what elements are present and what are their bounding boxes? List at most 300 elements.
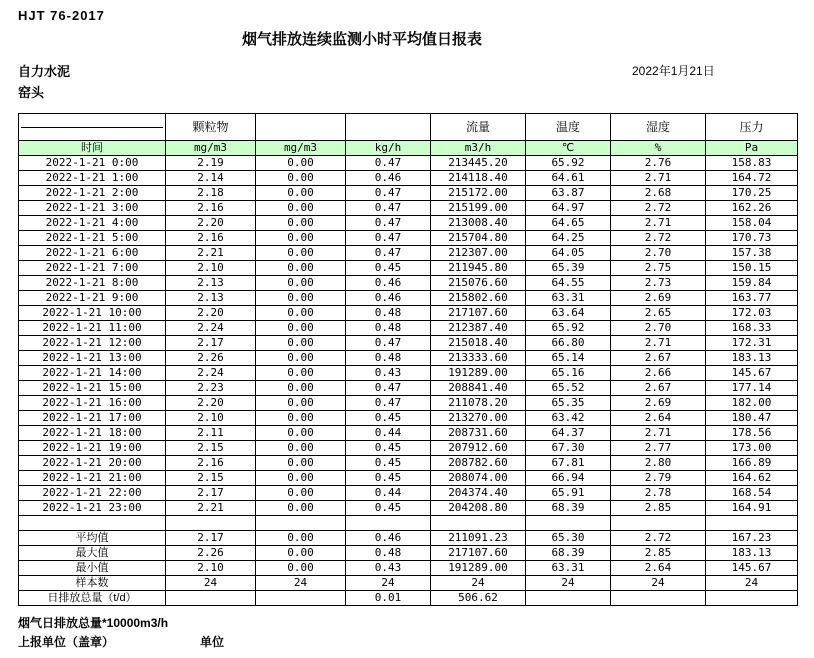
value-cell: 2.69 <box>611 396 706 411</box>
value-cell: 24 <box>526 576 611 591</box>
unit-header-row <box>19 141 798 156</box>
value-cell: 208841.40 <box>431 381 526 396</box>
value-cell: 215802.60 <box>431 291 526 306</box>
value-cell: 24 <box>256 576 346 591</box>
split-top-cell <box>21 114 163 128</box>
empty-cell <box>19 516 166 531</box>
unit-cell: mg/m3 <box>166 141 256 156</box>
time-cell: 2022-1-21 20:00 <box>19 456 166 471</box>
value-cell: 2.68 <box>611 186 706 201</box>
summary-label: 日排放总量（t/d） <box>19 591 166 606</box>
value-cell: 0.47 <box>346 186 431 201</box>
value-cell: 215076.60 <box>431 276 526 291</box>
time-cell: 2022-1-21 21:00 <box>19 471 166 486</box>
value-cell: 2.72 <box>611 201 706 216</box>
value-cell: 0.00 <box>256 411 346 426</box>
value-cell: 64.25 <box>526 231 611 246</box>
value-cell: 2.73 <box>611 276 706 291</box>
value-cell: 150.15 <box>706 261 798 276</box>
value-cell: 145.67 <box>706 561 798 576</box>
time-cell: 2022-1-21 22:00 <box>19 486 166 501</box>
table-row <box>19 186 798 201</box>
value-cell: 2.80 <box>611 456 706 471</box>
value-cell: 163.77 <box>706 291 798 306</box>
value-cell: 208074.00 <box>431 471 526 486</box>
value-cell: 0.00 <box>256 336 346 351</box>
value-cell: 0.44 <box>346 486 431 501</box>
value-cell: 2.70 <box>611 321 706 336</box>
time-cell: 2022-1-21 2:00 <box>19 186 166 201</box>
value-cell: 0.45 <box>346 411 431 426</box>
summary-row <box>19 591 798 606</box>
table-row <box>19 396 798 411</box>
value-cell: 2.20 <box>166 216 256 231</box>
value-cell: 0.43 <box>346 561 431 576</box>
value-cell: 213270.00 <box>431 411 526 426</box>
value-cell: 2.85 <box>611 501 706 516</box>
time-cell: 2022-1-21 14:00 <box>19 366 166 381</box>
value-cell: 68.39 <box>526 501 611 516</box>
time-cell: 2022-1-21 1:00 <box>19 171 166 186</box>
value-cell: 0.46 <box>346 171 431 186</box>
value-cell: 217107.60 <box>431 306 526 321</box>
value-cell: 172.31 <box>706 336 798 351</box>
value-cell: 0.00 <box>256 381 346 396</box>
value-cell: 2.21 <box>166 501 256 516</box>
unit-cell: Pa <box>706 141 798 156</box>
unit-label: 单位 <box>200 635 225 649</box>
table-row <box>19 426 798 441</box>
value-cell: 0.45 <box>346 501 431 516</box>
time-cell: 2022-1-21 13:00 <box>19 351 166 366</box>
value-cell: 2.13 <box>166 276 256 291</box>
value-cell: 2.15 <box>166 471 256 486</box>
reporting-unit-label: 上报单位（盖章） <box>18 635 115 649</box>
table-row <box>19 321 798 336</box>
time-cell: 2022-1-21 18:00 <box>19 426 166 441</box>
value-cell <box>611 516 706 531</box>
value-cell: 0.45 <box>346 471 431 486</box>
time-cell: 2022-1-21 16:00 <box>19 396 166 411</box>
value-cell: 0.47 <box>346 396 431 411</box>
summary-row <box>19 546 798 561</box>
value-cell <box>256 516 346 531</box>
value-cell: 0.00 <box>256 471 346 486</box>
value-cell: 0.48 <box>346 306 431 321</box>
value-cell: 0.00 <box>256 201 346 216</box>
value-cell: 65.92 <box>526 321 611 336</box>
value-cell: 2.72 <box>611 231 706 246</box>
value-cell: 212307.00 <box>431 246 526 261</box>
value-cell: 0.00 <box>256 456 346 471</box>
value-cell: 173.00 <box>706 441 798 456</box>
value-cell: 178.56 <box>706 426 798 441</box>
value-cell: 2.15 <box>166 441 256 456</box>
value-cell <box>346 516 431 531</box>
table-row <box>19 471 798 486</box>
time-cell: 2022-1-21 0:00 <box>19 156 166 171</box>
value-cell: 0.00 <box>256 246 346 261</box>
summary-label: 最小值 <box>19 561 166 576</box>
value-cell: 164.72 <box>706 171 798 186</box>
col-header-flow: 流量 <box>431 114 526 141</box>
value-cell: 0.47 <box>346 381 431 396</box>
value-cell: 2.64 <box>611 561 706 576</box>
value-cell: 2.26 <box>166 546 256 561</box>
value-cell: 0.45 <box>346 456 431 471</box>
value-cell: 64.55 <box>526 276 611 291</box>
value-cell: 162.26 <box>706 201 798 216</box>
value-cell: 2.10 <box>166 261 256 276</box>
value-cell: 67.30 <box>526 441 611 456</box>
time-cell: 2022-1-21 17:00 <box>19 411 166 426</box>
value-cell: 2.69 <box>611 291 706 306</box>
value-cell: 2.75 <box>611 261 706 276</box>
value-cell: 0.43 <box>346 366 431 381</box>
value-cell: 0.45 <box>346 261 431 276</box>
value-cell: 2.16 <box>166 231 256 246</box>
value-cell: 166.89 <box>706 456 798 471</box>
value-cell: 0.00 <box>256 321 346 336</box>
value-cell: 158.83 <box>706 156 798 171</box>
value-cell: 191289.00 <box>431 366 526 381</box>
value-cell: 2.72 <box>611 531 706 546</box>
table-row <box>19 231 798 246</box>
value-cell: 2.64 <box>611 411 706 426</box>
value-cell: 0.47 <box>346 231 431 246</box>
table-row <box>19 171 798 186</box>
time-cell: 2022-1-21 6:00 <box>19 246 166 261</box>
value-cell: 180.47 <box>706 411 798 426</box>
value-cell: 208731.60 <box>431 426 526 441</box>
value-cell: 2.23 <box>166 381 256 396</box>
value-cell: 0.00 <box>256 561 346 576</box>
footer-note: 烟气日排放总量*10000m3/h <box>18 616 169 630</box>
report-date: 2022年1月21日 <box>632 64 715 78</box>
value-cell: 68.39 <box>526 546 611 561</box>
value-cell: 172.03 <box>706 306 798 321</box>
value-cell: 0.00 <box>256 366 346 381</box>
value-cell: 170.73 <box>706 231 798 246</box>
value-cell: 183.13 <box>706 351 798 366</box>
table-row <box>19 411 798 426</box>
value-cell: 213008.40 <box>431 216 526 231</box>
value-cell: 0.00 <box>256 546 346 561</box>
value-cell: 0.00 <box>256 231 346 246</box>
value-cell: 65.92 <box>526 156 611 171</box>
value-cell: 65.91 <box>526 486 611 501</box>
value-cell: 0.00 <box>256 156 346 171</box>
value-cell <box>256 591 346 606</box>
value-cell: 159.84 <box>706 276 798 291</box>
value-cell: 0.47 <box>346 201 431 216</box>
value-cell: 213333.60 <box>431 351 526 366</box>
value-cell: 2.78 <box>611 486 706 501</box>
value-cell: 24 <box>166 576 256 591</box>
value-cell: 0.46 <box>346 531 431 546</box>
value-cell: 64.65 <box>526 216 611 231</box>
data-rows <box>19 156 798 606</box>
value-cell: 24 <box>431 576 526 591</box>
value-cell: 63.42 <box>526 411 611 426</box>
table-row <box>19 336 798 351</box>
value-cell: 158.04 <box>706 216 798 231</box>
value-cell: 0.00 <box>256 441 346 456</box>
value-cell: 214118.40 <box>431 171 526 186</box>
value-cell: 64.05 <box>526 246 611 261</box>
value-cell: 0.47 <box>346 336 431 351</box>
value-cell: 211091.23 <box>431 531 526 546</box>
value-cell: 183.13 <box>706 546 798 561</box>
value-cell: 0.00 <box>256 486 346 501</box>
group-header-row <box>19 114 798 141</box>
value-cell: 2.20 <box>166 306 256 321</box>
value-cell: 0.00 <box>256 426 346 441</box>
value-cell: 0.00 <box>256 186 346 201</box>
value-cell: 177.14 <box>706 381 798 396</box>
table-row <box>19 201 798 216</box>
value-cell: 215199.00 <box>431 201 526 216</box>
value-cell: 211945.80 <box>431 261 526 276</box>
value-cell: 2.70 <box>611 246 706 261</box>
time-cell: 2022-1-21 19:00 <box>19 441 166 456</box>
value-cell: 2.21 <box>166 246 256 261</box>
table-row <box>19 456 798 471</box>
value-cell: 0.48 <box>346 321 431 336</box>
unit-cell: m3/h <box>431 141 526 156</box>
value-cell <box>706 516 798 531</box>
value-cell: 217107.60 <box>431 546 526 561</box>
table-row <box>19 441 798 456</box>
value-cell: 168.33 <box>706 321 798 336</box>
separator-row <box>19 516 798 531</box>
value-cell: 2.20 <box>166 396 256 411</box>
value-cell: 215018.40 <box>431 336 526 351</box>
value-cell: 0.00 <box>256 306 346 321</box>
split-bottom-cell <box>21 128 163 140</box>
value-cell: 65.35 <box>526 396 611 411</box>
value-cell: 63.31 <box>526 291 611 306</box>
value-cell: 2.76 <box>611 156 706 171</box>
value-cell: 207912.60 <box>431 441 526 456</box>
station-name: 窑头 <box>18 85 45 100</box>
value-cell: 66.94 <box>526 471 611 486</box>
value-cell: 65.14 <box>526 351 611 366</box>
value-cell <box>706 591 798 606</box>
value-cell: 2.67 <box>611 381 706 396</box>
value-cell: 204208.80 <box>431 501 526 516</box>
time-cell: 2022-1-21 23:00 <box>19 501 166 516</box>
value-cell: 167.23 <box>706 531 798 546</box>
value-cell: 0.48 <box>346 351 431 366</box>
summary-label: 平均值 <box>19 531 166 546</box>
value-cell: 0.48 <box>346 546 431 561</box>
value-cell <box>526 516 611 531</box>
table-row <box>19 366 798 381</box>
value-cell: 2.71 <box>611 426 706 441</box>
company-name: 自力水泥 <box>18 64 71 79</box>
value-cell: 2.79 <box>611 471 706 486</box>
table-row <box>19 486 798 501</box>
value-cell: 2.11 <box>166 426 256 441</box>
time-cell: 2022-1-21 7:00 <box>19 261 166 276</box>
time-cell: 2022-1-21 11:00 <box>19 321 166 336</box>
time-cell: 2022-1-21 4:00 <box>19 216 166 231</box>
summary-label: 最大值 <box>19 546 166 561</box>
value-cell: 2.17 <box>166 531 256 546</box>
value-cell: 2.66 <box>611 366 706 381</box>
time-cell: 2022-1-21 12:00 <box>19 336 166 351</box>
value-cell <box>611 591 706 606</box>
value-cell: 0.00 <box>256 216 346 231</box>
value-cell: 67.81 <box>526 456 611 471</box>
report-table <box>18 113 798 606</box>
value-cell: 0.47 <box>346 216 431 231</box>
value-cell <box>431 516 526 531</box>
value-cell: 0.44 <box>346 426 431 441</box>
value-cell: 64.37 <box>526 426 611 441</box>
col-header-blank-2 <box>346 114 431 141</box>
value-cell: 2.24 <box>166 321 256 336</box>
value-cell: 0.00 <box>256 351 346 366</box>
value-cell: 182.00 <box>706 396 798 411</box>
value-cell: 64.97 <box>526 201 611 216</box>
value-cell: 65.52 <box>526 381 611 396</box>
value-cell: 63.31 <box>526 561 611 576</box>
value-cell: 2.14 <box>166 171 256 186</box>
value-cell: 0.47 <box>346 246 431 261</box>
table-row <box>19 246 798 261</box>
value-cell <box>166 591 256 606</box>
table-row <box>19 306 798 321</box>
value-cell: 213445.20 <box>431 156 526 171</box>
value-cell: 66.80 <box>526 336 611 351</box>
value-cell: 2.18 <box>166 186 256 201</box>
value-cell: 145.67 <box>706 366 798 381</box>
value-cell: 24 <box>346 576 431 591</box>
time-column-label: 时间 <box>19 141 166 156</box>
value-cell: 0.46 <box>346 276 431 291</box>
value-cell: 24 <box>611 576 706 591</box>
value-cell: 0.46 <box>346 291 431 306</box>
value-cell: 24 <box>706 576 798 591</box>
table-row <box>19 261 798 276</box>
unit-cell: mg/m3 <box>256 141 346 156</box>
col-header-temperature: 温度 <box>526 114 611 141</box>
time-cell: 2022-1-21 3:00 <box>19 201 166 216</box>
value-cell: 65.30 <box>526 531 611 546</box>
value-cell: 2.16 <box>166 456 256 471</box>
value-cell: 2.71 <box>611 171 706 186</box>
col-header-humidity: 湿度 <box>611 114 706 141</box>
value-cell: 0.01 <box>346 591 431 606</box>
unit-cell: ℃ <box>526 141 611 156</box>
value-cell: 208782.60 <box>431 456 526 471</box>
value-cell: 2.67 <box>611 351 706 366</box>
time-cell: 2022-1-21 5:00 <box>19 231 166 246</box>
table-row <box>19 351 798 366</box>
time-cell: 2022-1-21 10:00 <box>19 306 166 321</box>
time-header-split-cell <box>19 114 166 141</box>
value-cell: 2.26 <box>166 351 256 366</box>
value-cell: 168.54 <box>706 486 798 501</box>
table-row <box>19 291 798 306</box>
value-cell: 2.65 <box>611 306 706 321</box>
value-cell <box>526 591 611 606</box>
col-header-blank-1 <box>256 114 346 141</box>
value-cell: 2.10 <box>166 561 256 576</box>
value-cell: 63.64 <box>526 306 611 321</box>
value-cell: 2.17 <box>166 486 256 501</box>
value-cell: 212387.40 <box>431 321 526 336</box>
value-cell: 2.24 <box>166 366 256 381</box>
value-cell: 64.61 <box>526 171 611 186</box>
col-header-pressure: 压力 <box>706 114 798 141</box>
value-cell: 211078.20 <box>431 396 526 411</box>
value-cell: 2.71 <box>611 216 706 231</box>
value-cell: 65.39 <box>526 261 611 276</box>
page-title: 烟气排放连续监测小时平均值日报表 <box>241 31 482 48</box>
table-row <box>19 381 798 396</box>
value-cell: 63.87 <box>526 186 611 201</box>
value-cell: 0.47 <box>346 156 431 171</box>
value-cell: 2.19 <box>166 156 256 171</box>
time-cell: 2022-1-21 15:00 <box>19 381 166 396</box>
table-row <box>19 216 798 231</box>
table-row <box>19 501 798 516</box>
value-cell: 506.62 <box>431 591 526 606</box>
value-cell: 0.00 <box>256 276 346 291</box>
value-cell: 0.00 <box>256 501 346 516</box>
standard-code: HJT 76-2017 <box>18 8 105 23</box>
value-cell: 0.00 <box>256 261 346 276</box>
unit-cell: kg/h <box>346 141 431 156</box>
value-cell: 2.17 <box>166 336 256 351</box>
summary-row <box>19 531 798 546</box>
summary-row <box>19 576 798 591</box>
value-cell: 215172.00 <box>431 186 526 201</box>
time-cell: 2022-1-21 8:00 <box>19 276 166 291</box>
value-cell: 191289.00 <box>431 561 526 576</box>
value-cell: 157.38 <box>706 246 798 261</box>
value-cell: 215704.80 <box>431 231 526 246</box>
value-cell: 0.45 <box>346 441 431 456</box>
value-cell: 170.25 <box>706 186 798 201</box>
value-cell: 2.71 <box>611 336 706 351</box>
summary-row <box>19 561 798 576</box>
value-cell <box>166 516 256 531</box>
value-cell: 65.16 <box>526 366 611 381</box>
table-row <box>19 276 798 291</box>
table-row <box>19 156 798 171</box>
summary-label: 样本数 <box>19 576 166 591</box>
value-cell: 204374.40 <box>431 486 526 501</box>
value-cell: 0.00 <box>256 531 346 546</box>
unit-cell: % <box>611 141 706 156</box>
value-cell: 164.62 <box>706 471 798 486</box>
value-cell: 0.00 <box>256 171 346 186</box>
time-cell: 2022-1-21 9:00 <box>19 291 166 306</box>
value-cell: 0.00 <box>256 291 346 306</box>
value-cell: 2.77 <box>611 441 706 456</box>
value-cell: 2.85 <box>611 546 706 561</box>
value-cell: 2.13 <box>166 291 256 306</box>
value-cell: 164.91 <box>706 501 798 516</box>
value-cell: 0.00 <box>256 396 346 411</box>
value-cell: 2.10 <box>166 411 256 426</box>
col-header-particulate: 颗粒物 <box>166 114 256 141</box>
value-cell: 2.16 <box>166 201 256 216</box>
